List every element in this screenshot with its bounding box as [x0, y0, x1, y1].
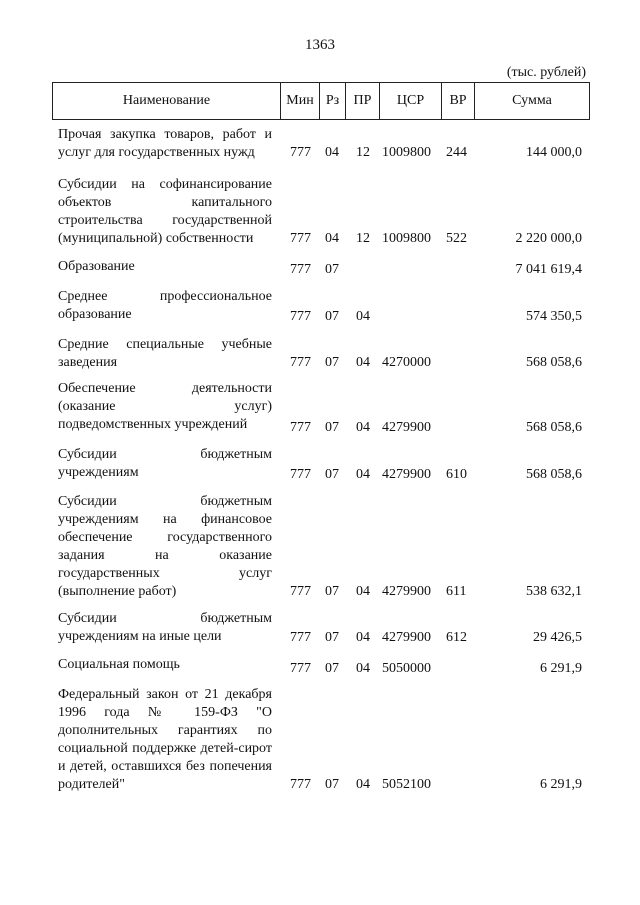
row-csr: 5052100 [382, 777, 431, 792]
row-csr: 4270000 [382, 355, 431, 370]
row-min: 777 [290, 777, 311, 792]
row-vr: 244 [446, 145, 467, 160]
row-sum: 2 220 000,0 [515, 231, 582, 246]
row-min: 777 [290, 630, 311, 645]
row-rz: 07 [325, 661, 339, 676]
row-sum: 568 058,6 [526, 467, 582, 482]
row-name: Обеспечение деятельности (оказание услуг) подведомственных учреждений [58, 381, 272, 432]
row-name: Среднее профессиональное образование [58, 289, 272, 322]
row-csr: 5050000 [382, 661, 431, 676]
row-rz: 07 [325, 584, 339, 599]
header-csr: ЦСР [380, 83, 442, 119]
table-header [52, 82, 590, 120]
row-pr: 04 [356, 630, 370, 645]
row-rz: 07 [325, 467, 339, 482]
row-csr: 4279900 [382, 420, 431, 435]
row-rz: 04 [325, 145, 339, 160]
row-pr: 04 [356, 309, 370, 324]
row-rz: 07 [325, 420, 339, 435]
row-min: 777 [290, 661, 311, 676]
row-csr: 1009800 [382, 145, 431, 160]
row-csr: 4279900 [382, 584, 431, 599]
row-name: Образование [58, 259, 135, 274]
row-rz: 07 [325, 777, 339, 792]
units-label: (тыс. рублей) [506, 65, 586, 80]
row-name: Федеральный закон от 21 декабря 1996 года № 159-ФЗ "О дополнительных гарантиях по социальной поддержке детей-сирот и детей, оставшихся без попечения родителей" [58, 687, 272, 792]
header-sum: Сумма [512, 93, 552, 108]
row-min: 777 [290, 262, 311, 277]
row-vr: 610 [446, 467, 467, 482]
row-name: Субсидии бюджетным учреждениям [58, 447, 272, 480]
row-sum: 568 058,6 [526, 420, 582, 435]
row-min: 777 [290, 355, 311, 370]
row-vr: 611 [446, 584, 467, 599]
row-vr: 522 [446, 231, 467, 246]
row-pr: 04 [356, 661, 370, 676]
header-name: Наименование [53, 83, 281, 119]
row-min: 777 [290, 309, 311, 324]
row-name: Прочая закупка товаров, работ и услуг для государственных нужд [58, 127, 272, 160]
header-pr: ПР [346, 83, 380, 119]
row-name: Субсидии бюджетным учреждениям на иные цели [58, 611, 272, 644]
row-sum: 538 632,1 [526, 584, 582, 599]
row-sum: 7 041 619,4 [515, 262, 582, 277]
row-min: 777 [290, 584, 311, 599]
row-rz: 07 [325, 355, 339, 370]
row-pr: 04 [356, 467, 370, 482]
row-csr: 4279900 [382, 630, 431, 645]
row-sum: 144 000,0 [526, 145, 582, 160]
row-pr: 12 [356, 231, 370, 246]
row-name: Социальная помощь [58, 657, 180, 672]
row-pr: 04 [356, 420, 370, 435]
header-vr: ВР [442, 83, 475, 119]
row-rz: 07 [325, 630, 339, 645]
row-min: 777 [290, 231, 311, 246]
row-sum: 574 350,5 [526, 309, 582, 324]
row-csr: 1009800 [382, 231, 431, 246]
row-pr: 04 [356, 584, 370, 599]
header-rz: Рз [320, 83, 346, 119]
row-min: 777 [290, 467, 311, 482]
row-rz: 07 [325, 262, 339, 277]
header-min: Мин [281, 83, 320, 119]
row-name: Субсидии бюджетным учреждениям на финансовое обеспечение государственного задания на оказание государственных услуг (выполнение работ) [58, 494, 272, 599]
row-sum: 6 291,9 [540, 661, 582, 676]
row-csr: 4279900 [382, 467, 431, 482]
row-sum: 6 291,9 [540, 777, 582, 792]
row-min: 777 [290, 145, 311, 160]
row-vr: 612 [446, 630, 467, 645]
row-sum: 29 426,5 [533, 630, 582, 645]
row-rz: 07 [325, 309, 339, 324]
row-pr: 12 [356, 145, 370, 160]
row-name: Субсидии на софинансирование объектов капитального строительства государственной (муниципальной) собственности [58, 177, 272, 246]
row-pr: 04 [356, 355, 370, 370]
page-number: 1363 [305, 37, 335, 53]
row-rz: 04 [325, 231, 339, 246]
row-sum: 568 058,6 [526, 355, 582, 370]
row-name: Средние специальные учебные заведения [58, 337, 272, 370]
row-pr: 04 [356, 777, 370, 792]
row-min: 777 [290, 420, 311, 435]
